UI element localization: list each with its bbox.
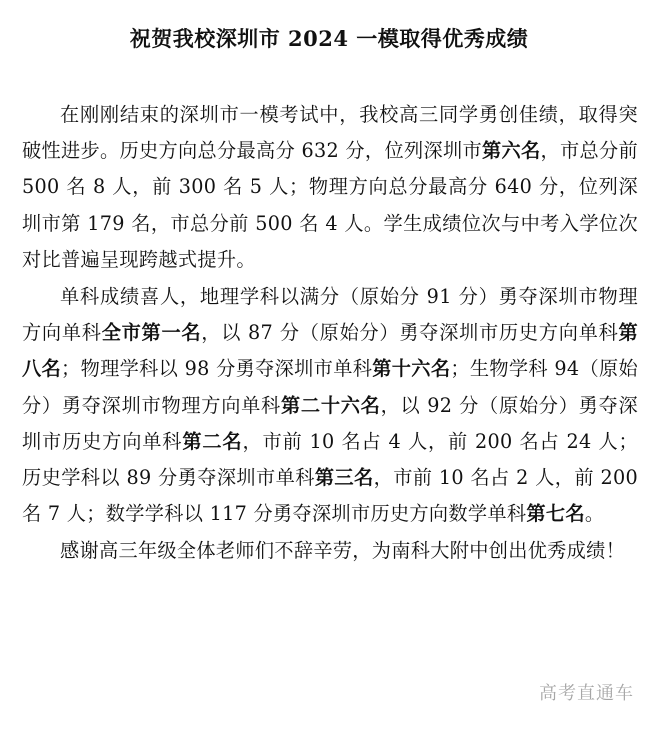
text-run: 在刚刚结束的深圳市一模考试中，我校高三同学勇创佳绩，取得突破性进步。历史方向总分最高分 632 分，位列深圳市 [22,103,638,163]
highlight-rank: 第十六名 [372,357,451,381]
text-run: ，以 92 分（原始分）勇夺深圳市历史方向单科 [22,393,638,453]
watermark: 高考直通车 [539,683,634,704]
text-run: 。 [584,502,605,526]
text-run: ，市总分前 500 名 8 人，前 300 名 5 人；物理方向总分最高分 640 分，位列深圳市第 179 名，市总分前 500 名 4 人。学生成绩位次与中考入学位次对比普遍呈现跨越式提升。 [22,139,638,271]
highlight-rank: 第二名 [182,429,243,453]
highlight-rank: 第六名 [481,139,541,163]
page-title: 祝贺我校深圳市 2024 一模取得优秀成绩 [129,26,529,52]
text-run: ；物理学科以 98 分勇夺深圳市单科 [61,357,373,381]
paragraph-1 [22,97,638,278]
highlight-rank: 全市第一名 [101,321,202,345]
text-run: 感谢高三年级全体老师们不辞辛劳，为南科大附中创出优秀成绩！ [60,539,626,563]
text-run: ，市前 10 名占 2 人，前 200 名 7 人；数学学科以 117 分勇夺深圳市历史方向数学单科 [22,466,638,526]
text-run: 单科成绩喜人，地理学科以满分（原始分 91 分）勇夺深圳市物理方向单科 [22,285,638,345]
text-run: ；生物学科 94（原始分）勇夺深圳市物理方向单科 [22,357,638,417]
article-body [22,97,638,570]
text-run: ，以 87 分（原始分）勇夺深圳市历史方向单科 [201,321,619,345]
text-run: ，市前 10 名占 4 人，前 200 名占 24 人；历史学科以 89 分勇夺深圳市单科 [22,429,639,490]
highlight-rank: 第三名 [314,466,374,490]
highlight-rank: 第二十六名 [280,393,381,417]
paragraph-3 [22,533,638,569]
highlight-rank: 第八名 [22,321,638,381]
highlight-rank: 第七名 [526,502,585,526]
paragraph-2 [22,279,638,532]
